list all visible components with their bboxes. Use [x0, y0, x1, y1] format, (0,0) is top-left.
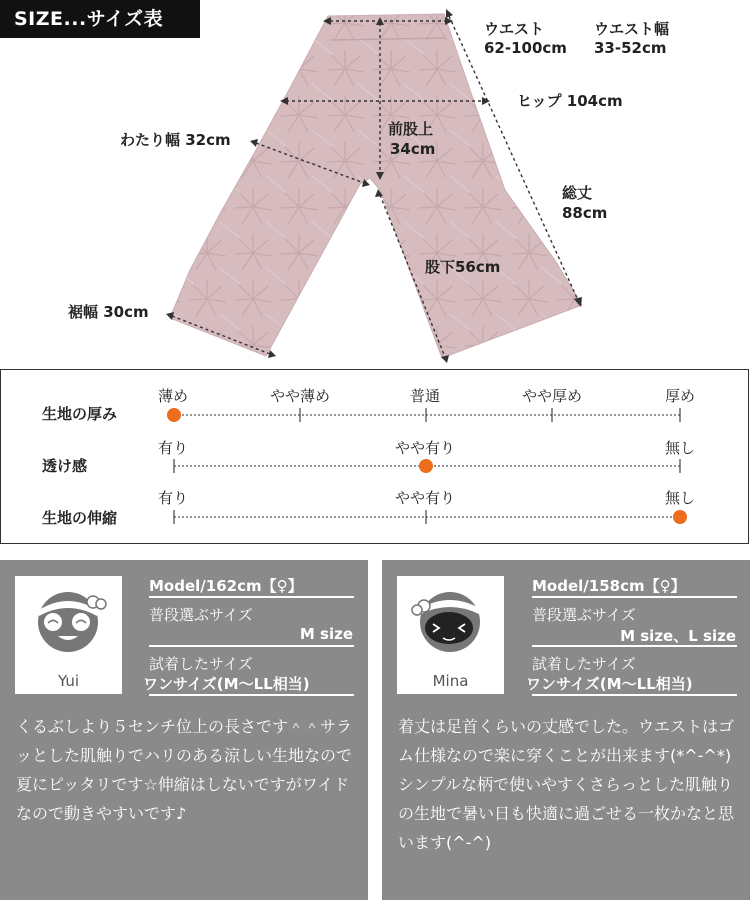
transparency-marker: [419, 459, 433, 473]
model-comment: 着丈は足首くらいの丈感でした。ウエストはゴム仕様なので楽に穿くことが出来ます(*^-^*)シンプルな柄で使いやすくさらっとした肌触りの生地で暑い日も快適に過ごせる一枚かなと思います(^-^): [398, 717, 735, 852]
avatar-mina: [397, 576, 504, 694]
avatar-yui: [15, 576, 122, 694]
front-rise-value: 34cm: [390, 140, 436, 158]
scale-thin: 薄め: [157, 387, 188, 405]
scale-thick: 厚め: [664, 387, 695, 405]
model-title: Model/158cm【♀】: [532, 577, 686, 595]
winking-face-icon: [397, 576, 504, 668]
scale-normal: 普通: [409, 387, 440, 405]
total-length-label: 総丈: [562, 184, 593, 202]
scale-somewhat: やや有り: [394, 489, 455, 507]
waist-label: ウエスト: [484, 20, 545, 38]
scale-none: 無し: [664, 439, 695, 457]
model-title: Model/162cm【♀】: [149, 577, 303, 595]
waist-width-label: ウエスト幅: [594, 20, 670, 38]
stretch-marker: [673, 510, 687, 524]
avatar-name: Mina: [432, 672, 469, 690]
tried-size-label: 試着したサイズ: [149, 655, 253, 673]
divider: [532, 596, 737, 598]
divider: [532, 694, 737, 696]
thigh-width-label: わたり幅 32cm: [120, 131, 231, 149]
hem-width-label: 裾幅 30cm: [68, 303, 149, 321]
scale-none: 無し: [664, 489, 695, 507]
model-comment: くるぶしより５センチ位上の長さです＾＾サラッとした肌触りでハリのある涼しい生地なので夏にピッタリです☆伸縮はしないですがワイドなので動きやすいです♪: [16, 717, 353, 823]
stretch-label: 生地の伸縮: [42, 509, 118, 527]
tried-size-value: ワンサイズ(M〜LL相当): [526, 675, 693, 693]
divider: [149, 596, 354, 598]
scale-yes: 有り: [157, 439, 188, 457]
waist-width-range: 33-52cm: [594, 39, 667, 57]
scale-slightly-thick: やや厚め: [521, 387, 582, 405]
fabric-thickness-label: 生地の厚み: [42, 405, 118, 423]
divider: [149, 645, 354, 647]
size-chart-title: SIZE...サイズ表: [0, 0, 200, 38]
usual-size-value: M size: [299, 625, 353, 643]
usual-size-value: M size、L size: [620, 627, 736, 645]
smiling-face-icon: [15, 576, 122, 668]
front-rise-label: 前股上: [388, 120, 434, 138]
usual-size-label: 普段選ぶサイズ: [149, 606, 253, 624]
avatar-name: Yui: [57, 672, 80, 690]
inseam-label: 股下56cm: [425, 258, 501, 276]
tried-size-value: ワンサイズ(M〜LL相当): [143, 675, 310, 693]
total-length-value: 88cm: [562, 204, 608, 222]
transparency-label: 透け感: [42, 457, 88, 475]
divider: [149, 694, 354, 696]
scale-somewhat: やや有り: [394, 439, 455, 457]
scale-slightly-thin: やや薄め: [269, 387, 330, 405]
scale-yes: 有り: [157, 489, 188, 507]
divider: [532, 645, 737, 647]
usual-size-label: 普段選ぶサイズ: [532, 606, 636, 624]
waist-range: 62-100cm: [484, 39, 567, 57]
hip-label: ヒップ 104cm: [517, 92, 623, 110]
thickness-marker: [167, 408, 181, 422]
tried-size-label: 試着したサイズ: [532, 655, 636, 673]
